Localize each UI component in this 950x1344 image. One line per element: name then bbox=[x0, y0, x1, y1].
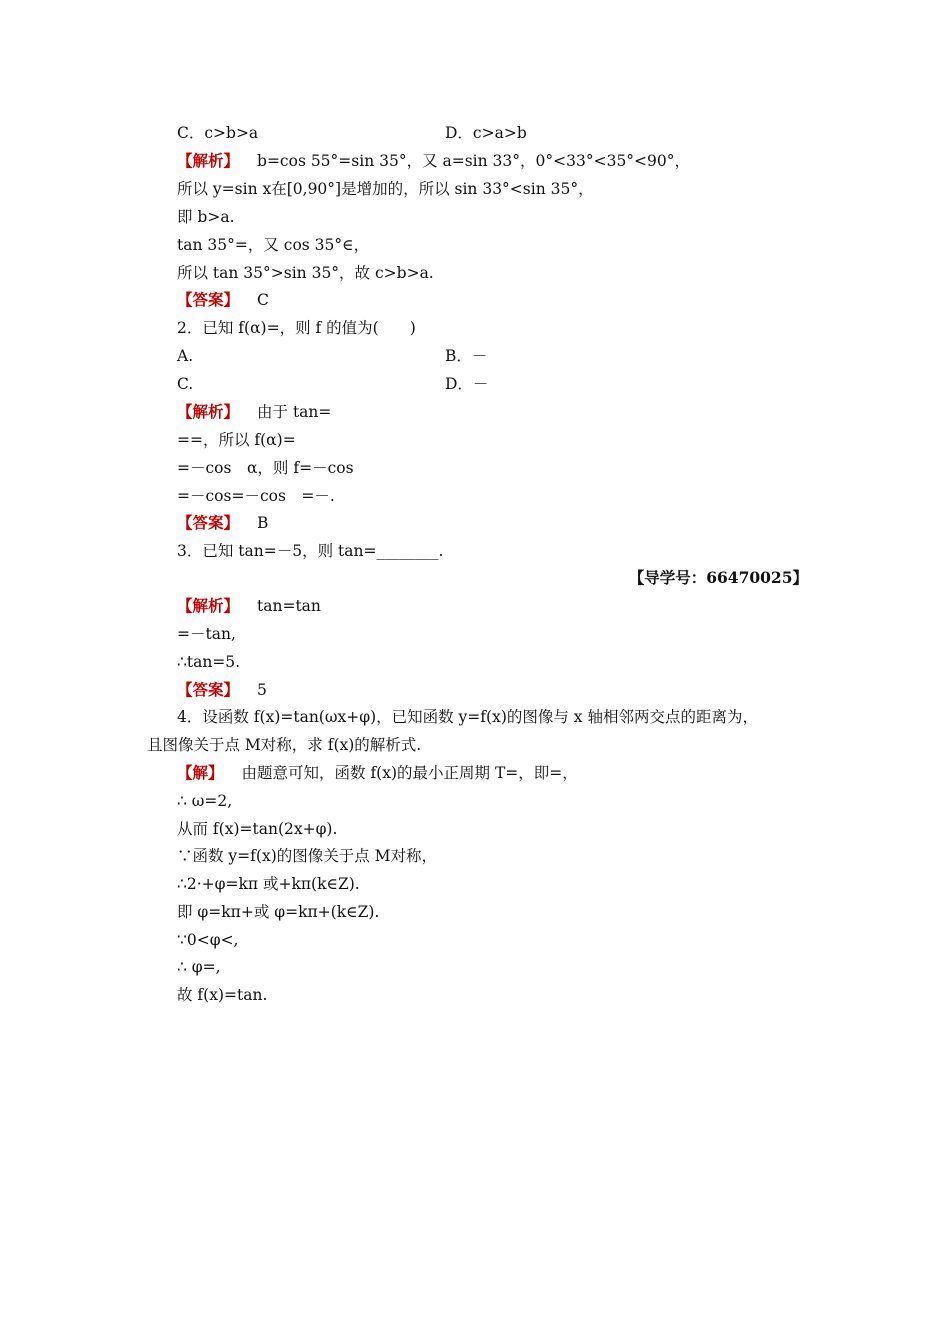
q3-answer: 【答案】 5 bbox=[177, 680, 267, 699]
q4-stem-line-1: 4．设函数 f(x)=tan(ωx+φ)，已知函数 y=f(x)的图像与 x 轴相邻两交点的距离为， bbox=[177, 708, 758, 726]
q1-analysis-line-1: 【解析】 b=cos 55°=sin 35°，又 a=sin 33°，0°<33°<35°<90°， bbox=[177, 151, 691, 170]
q4-solution-line-1: 【解】 由题意可知，函数 f(x)的最小正周期 T=，即=， bbox=[177, 763, 578, 782]
q4-solution-line-6: 即 φ=kπ+或 φ=kπ+(k∈Z). bbox=[177, 903, 380, 921]
q4-solution-line-2: ∴ ω=2, bbox=[177, 792, 233, 810]
answer-tag: 【答案】 bbox=[177, 680, 240, 699]
q4-solution-line-4: ∵函数 y=f(x)的图像关于点 M对称， bbox=[177, 847, 438, 865]
q3-stem: 3．已知 tan=－5，则 tan=________. bbox=[177, 542, 444, 560]
q1-analysis-line-2: 所以 y=sin x在[0,90°]是增加的，所以 sin 33°<sin 35°， bbox=[177, 180, 594, 198]
q3-analysis-line-1: 【解析】 tan=tan bbox=[177, 596, 321, 615]
q2-option-d: D．－ bbox=[445, 375, 489, 393]
q4-stem-line-2: 且图像关于点 M对称，求 f(x)的解析式. bbox=[147, 736, 422, 754]
q4-solution-line-7: ∵0<φ<, bbox=[177, 931, 239, 949]
q1-analysis-line-4: tan 35°=，又 cos 35°∈， bbox=[177, 236, 370, 254]
q1-analysis-line-3: 即 b>a. bbox=[177, 208, 235, 226]
q2-analysis-line-2: ==，所以 f(α)= bbox=[177, 431, 296, 449]
q2-answer: 【答案】 B bbox=[177, 513, 269, 532]
q2-option-a: A. bbox=[177, 347, 194, 365]
q2-stem: 2．已知 f(α)=，则 f 的值为( ) bbox=[177, 319, 416, 337]
q1-analysis-line-5: 所以 tan 35°>sin 35°，故 c>b>a. bbox=[177, 264, 434, 282]
q1-answer: 【答案】 C bbox=[177, 290, 269, 309]
q2-analysis-line-3: =－cos α，则 f=－cos bbox=[177, 459, 354, 477]
answer-tag: 【答案】 bbox=[177, 290, 240, 309]
q3-analysis-line-3: ∴tan=5. bbox=[177, 653, 241, 671]
analysis-tag: 【解析】 bbox=[177, 151, 240, 170]
q2-option-b: B．－ bbox=[445, 347, 488, 365]
guide-number: 【导学号：66470025】 bbox=[628, 568, 808, 587]
q1-option-d: D．c>a>b bbox=[445, 124, 527, 142]
q2-analysis-line-1: 【解析】 由于 tan= bbox=[177, 402, 332, 421]
q4-solution-line-9: 故 f(x)=tan. bbox=[177, 986, 268, 1004]
q1-option-c: C．c>b>a bbox=[177, 124, 259, 142]
solution-tag: 【解】 bbox=[177, 763, 224, 782]
q3-analysis-line-2: =－tan, bbox=[177, 625, 236, 643]
analysis-tag: 【解析】 bbox=[177, 402, 240, 421]
q2-option-c: C. bbox=[177, 375, 194, 393]
answer-tag: 【答案】 bbox=[177, 513, 240, 532]
q4-solution-line-8: ∴ φ=, bbox=[177, 958, 221, 976]
analysis-tag: 【解析】 bbox=[177, 596, 240, 615]
q4-solution-line-5: ∴2·+φ=kπ 或+kπ(k∈Z). bbox=[177, 875, 360, 893]
q4-solution-line-3: 从而 f(x)=tan(2x+φ). bbox=[177, 820, 338, 838]
q2-analysis-line-4: =－cos=－cos =－. bbox=[177, 487, 335, 505]
